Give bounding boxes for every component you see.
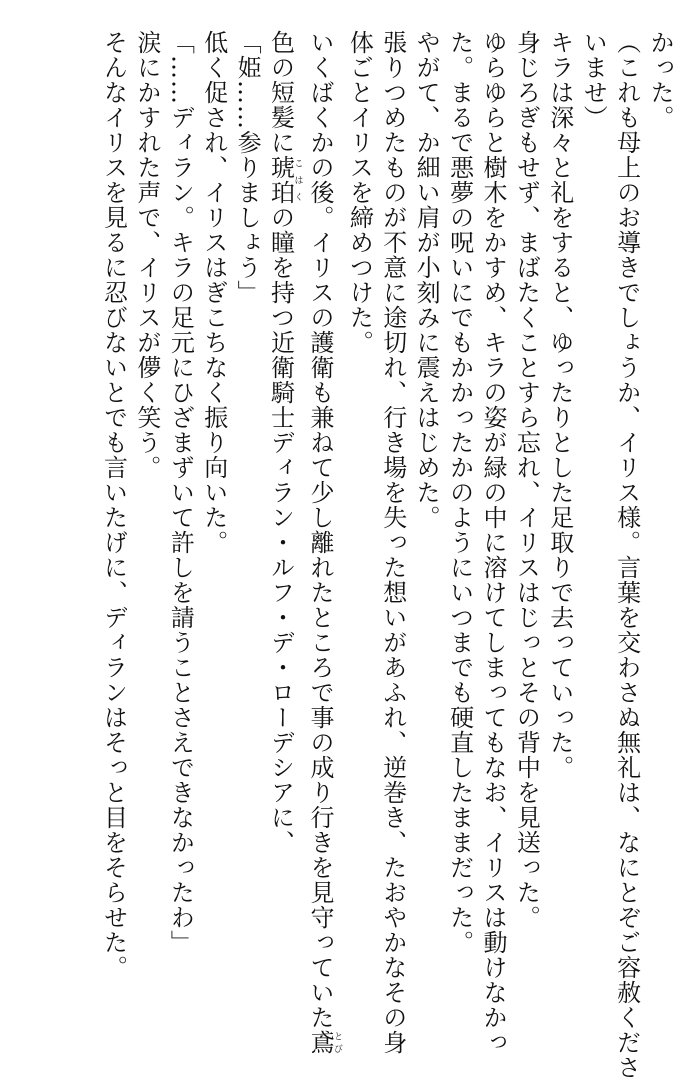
text-line: ゆらゆらと樹木をかすめ、キラの姿が緑の中に溶けてしまってもなお、イリスは動けなかっ	[478, 30, 507, 1055]
ruby-kohaku	[266, 155, 303, 205]
text-line: 張りつめたものが不意に途切れ、行き場を失った想いがあふれ、逆巻き、たおやかなその身	[378, 30, 407, 1055]
text-line-segment: いくばくかの後。イリスの護衛も兼ねて少し離れたところで事の成り行きを見守っていた	[305, 30, 334, 1030]
text-line: 低く促され、イリスはぎこちなく振り向いた。	[199, 30, 228, 555]
ruby-reading: こはく	[292, 155, 303, 205]
text-line: （これも母上のお導きでしょうか、イリス様。言葉を交わさぬ無礼は、なにとぞご容赦くださ	[612, 30, 641, 1080]
text-line: やがて、か細い肩が小刻みに震えはじめた。	[412, 30, 441, 530]
text-line: いませ）	[579, 30, 608, 130]
vertical-text-body	[96, 30, 676, 1080]
ruby-base: 鳶	[305, 1030, 334, 1055]
text-line: キラは深々と礼をすると、ゆったりとした足取りで去っていった。	[545, 30, 574, 780]
text-line: 涙にかすれた声で、イリスが儚く笑う。	[132, 30, 161, 480]
text-line: 「姫……参りましょう」	[233, 30, 262, 305]
text-line: 身じろぎもせず、まばたくことすら忘れ、イリスはじっとその背中を見送った。	[512, 30, 541, 930]
text-line: 体ごとイリスを締めつけた。	[345, 30, 374, 355]
ruby-reading: とび	[331, 1030, 342, 1055]
text-line-segment: の瞳を持つ近衛騎士ディラン・ルフ・デ・ローデシアに、	[266, 205, 295, 855]
text-line	[263, 30, 302, 990]
ruby-tobi	[305, 1030, 342, 1055]
text-line-segment: 色の短髪に	[266, 30, 295, 155]
text-line: 「……ディラン。キラの足元にひざまずいて許しを請うことさえできなかったわ」	[166, 30, 195, 955]
ruby-base: 琥珀	[266, 155, 295, 205]
text-line: た。まるで悪夢の呪いにでもかかったかのようにいつまでも硬直したままだった。	[445, 30, 474, 955]
text-line	[303, 30, 342, 1055]
text-line: そんなイリスを見るに忍びないとでも言いたげに、ディランはそっと目をそらせた。	[99, 30, 128, 980]
text-line: かった。	[646, 30, 674, 130]
